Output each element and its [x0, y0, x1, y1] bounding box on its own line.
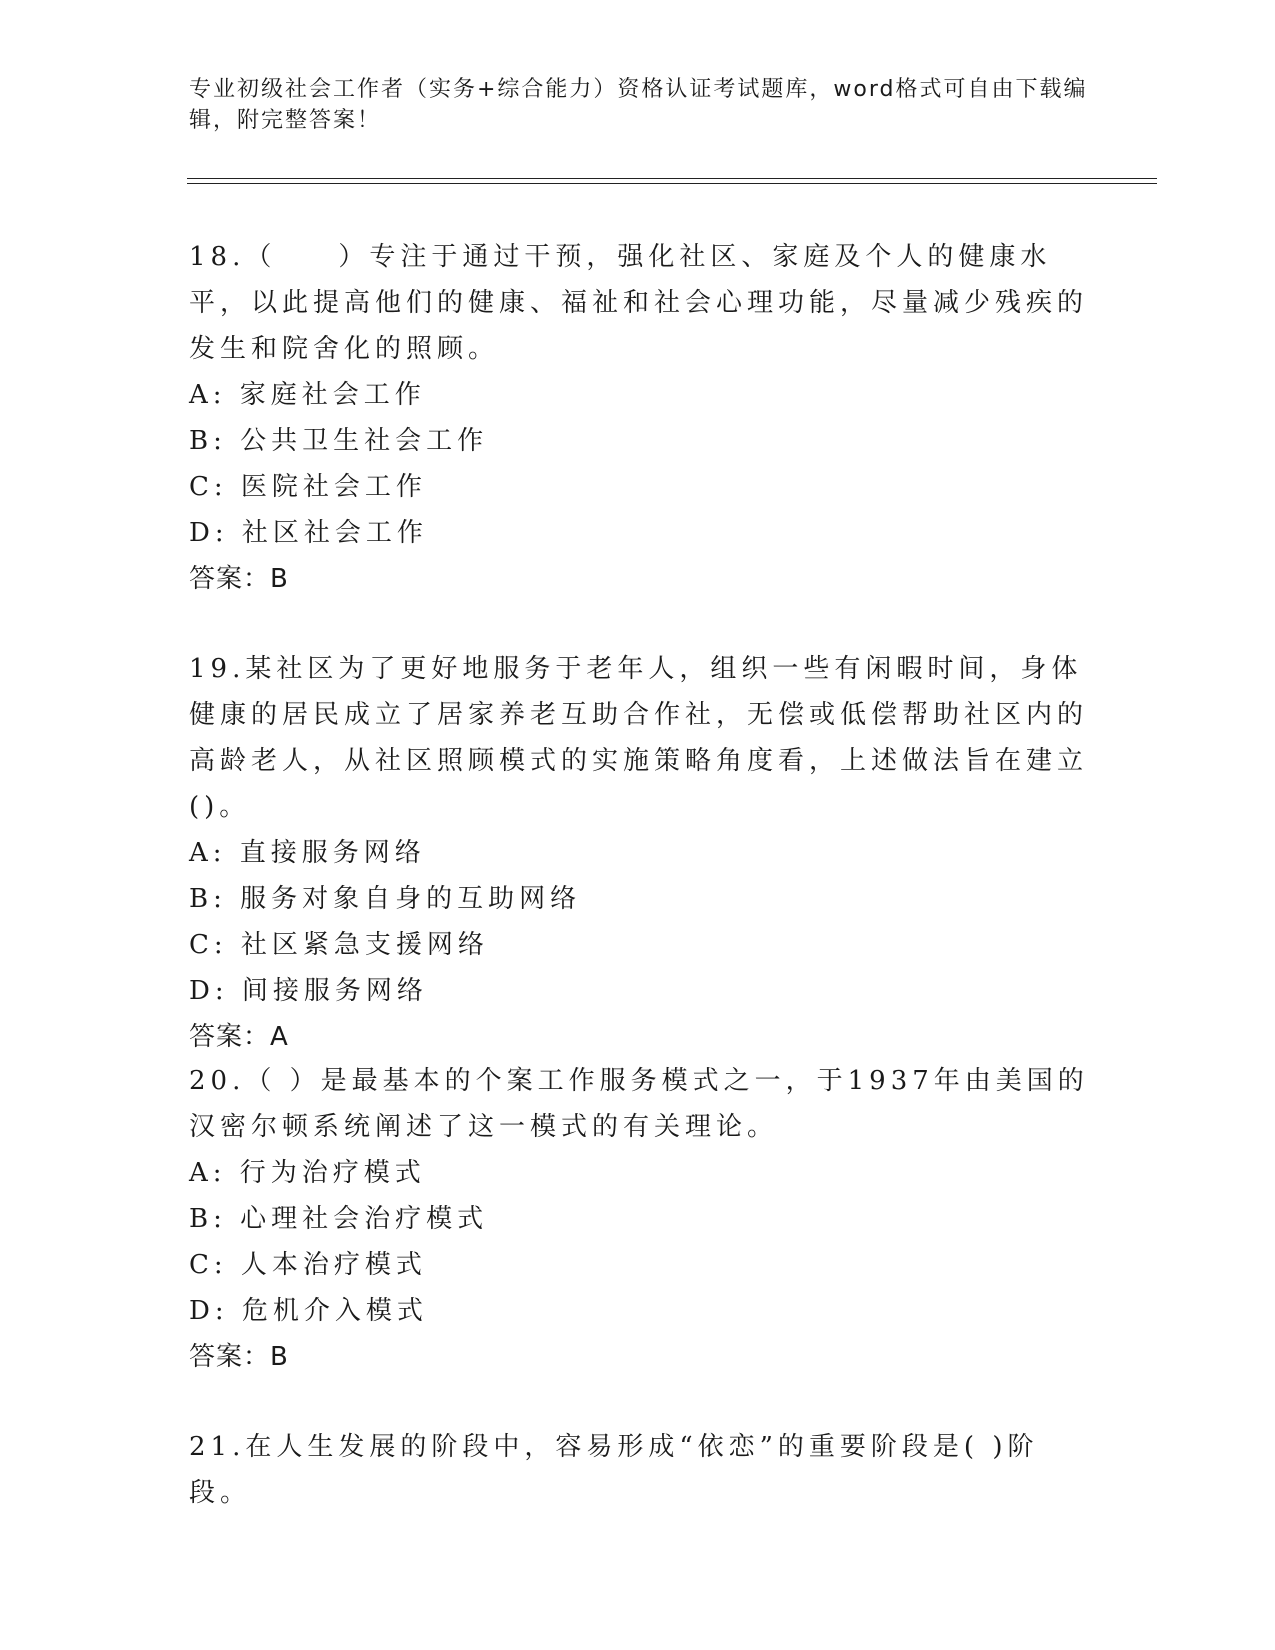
option-a: A: 直接服务网络	[189, 838, 426, 868]
option-b: B: 公共卫生社会工作	[189, 426, 489, 456]
answer-line: 答案：B	[189, 564, 289, 594]
document-header: 专业初级社会工作者（实务+综合能力）资格认证考试题库，word格式可自由下载编辑，附完整答案！	[189, 77, 1088, 133]
header-divider-bottom	[187, 183, 1157, 184]
option-d: D: 社区社会工作	[189, 518, 428, 548]
question-stem: 21.在人生发展的阶段中，容易形成“依恋”的重要阶段是( )阶段。	[189, 1432, 1039, 1508]
option-b: B: 心理社会治疗模式	[189, 1204, 489, 1234]
header-divider-top	[187, 178, 1157, 179]
option-a: A: 行为治疗模式	[189, 1158, 426, 1188]
question-stem: 19.某社区为了更好地服务于老年人，组织一些有闲暇时间，身体健康的居民成立了居家养老互助合作社，无偿或低偿帮助社区内的高龄老人，从社区照顾模式的实施策略角度看，上述做法旨在建立()。	[189, 654, 1089, 822]
option-a: A: 家庭社会工作	[189, 380, 426, 410]
option-c: C: 社区紧急支援网络	[189, 930, 489, 960]
question-21	[189, 1424, 1089, 1516]
option-c: C: 医院社会工作	[189, 472, 427, 502]
answer-line: 答案：A	[189, 1022, 289, 1052]
question-stem: 18.（ ）专注于通过干预，强化社区、家庭及个人的健康水平，以此提高他们的健康、福祉和社会心理功能，尽量减少残疾的发生和院舍化的照顾。	[189, 242, 1089, 364]
question-stem: 20.（ ）是最基本的个案工作服务模式之一，于1937年由美国的汉密尔顿系统阐述了这一模式的有关理论。	[189, 1066, 1089, 1142]
question-20	[189, 1058, 1089, 1380]
option-d: D: 间接服务网络	[189, 976, 428, 1006]
option-c: C: 人本治疗模式	[189, 1250, 427, 1280]
question-19	[189, 646, 1089, 1060]
option-b: B: 服务对象自身的互助网络	[189, 884, 582, 914]
answer-line: 答案：B	[189, 1342, 289, 1372]
question-18	[189, 234, 1089, 602]
option-d: D: 危机介入模式	[189, 1296, 428, 1326]
